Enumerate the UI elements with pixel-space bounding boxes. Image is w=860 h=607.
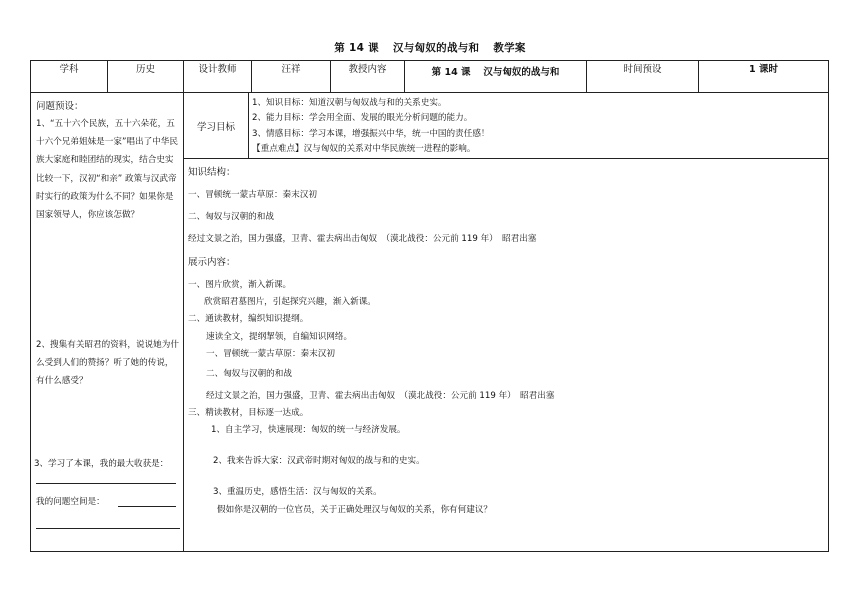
- goal-item: 2、能力目标：学会用全面、发展的眼光分析问题的能力。: [252, 113, 473, 123]
- problem-column: [31, 93, 184, 552]
- display-line: 欣赏昭君墓图片，引起探究兴趣，渐入新课。: [204, 297, 376, 307]
- time-value: 1 课时: [699, 61, 829, 93]
- display-heading: 展示内容：: [188, 257, 236, 268]
- display-line: 一、冒顿统一蒙古草原：秦末汉初: [206, 349, 335, 359]
- knowledge-line: 经过文景之治，国力强盛，卫青、霍去病出击匈奴 （漠北战役：公元前 119 年） 昭君出塞: [188, 234, 537, 244]
- lesson-plan-table: [30, 60, 829, 552]
- goal-item: 3、情感目标：学习本课，增强振兴中华，统一中国的责任感！: [252, 129, 490, 139]
- display-line: 二、通读教材，编织知识提纲。: [188, 314, 309, 324]
- knowledge-line: 一、冒顿统一蒙古草原：秦末汉初: [188, 190, 317, 200]
- question-4: 我的问题空间是：: [36, 497, 105, 507]
- title-name: 汉与匈奴的战与和: [392, 42, 480, 54]
- subject-label: 学科: [31, 61, 108, 93]
- main-column: [184, 93, 829, 552]
- designer-label: 设计教师: [184, 61, 252, 93]
- display-line: 速读全文，提纲挈领，自编知识网络。: [206, 332, 353, 342]
- answer-line: [36, 483, 176, 484]
- title-type: 教学案: [493, 42, 526, 54]
- time-label: 时间预设: [587, 61, 699, 93]
- goals-box: [248, 93, 828, 159]
- problem-heading: 问题预设：: [36, 101, 84, 112]
- content-value: 第 14 课 汉与匈奴的战与和: [405, 61, 587, 93]
- knowledge-heading: 知识结构：: [188, 167, 236, 178]
- document-title: [0, 40, 860, 55]
- question-1: 1、“五十六个民族，五十六朵花，五十六个兄弟姐妹是一家”唱出了中华民族大家庭和睦团结的现实，结合史实比较一下，汉初“和亲” 政策与汉武帝时实行的政策为什么不同？如果你是国家领导人，你应该怎做？: [36, 119, 178, 221]
- display-line: 二、匈奴与汉朝的和战: [206, 369, 292, 379]
- knowledge-line: 二、匈奴与汉朝的和战: [188, 212, 274, 222]
- display-line: 3、重温历史，感悟生活：汉与匈奴的关系。: [213, 487, 382, 497]
- display-line: 2、我来告诉大家：汉武帝时期对匈奴的战与和的史实。: [213, 456, 425, 466]
- display-line: 假如你是汉朝的一位官员，关于正确处理汉与匈奴的关系，你有何建议？: [217, 505, 493, 515]
- header-row: [31, 61, 829, 93]
- goal-item: 1、知识目标：知道汉朝与匈奴战与和的关系史实。: [252, 98, 447, 108]
- goal-key-point: 【重点难点】汉与匈奴的关系对中华民族统一进程的影响。: [252, 144, 476, 154]
- display-line: 一、图片欣赏，渐入新课。: [188, 280, 292, 290]
- display-line: 经过文景之治，国力强盛，卫青、霍去病出击匈奴 （漠北战役：公元前 119 年） 昭君出塞: [206, 391, 555, 401]
- title-lesson: 第 14 课: [334, 42, 379, 54]
- goals-label: 学习目标: [184, 93, 249, 159]
- display-line: 1、自主学习，快速展现：匈奴的统一与经济发展。: [211, 425, 406, 435]
- question-2: 2、搜集有关昭君的资料，说说她为什么受到人们的赞扬？听了她的传说，有什么感受？: [36, 340, 179, 387]
- content-label: 教授内容: [331, 61, 405, 93]
- body-row: [31, 93, 829, 552]
- display-line: 三、精读教材，目标逐一达成。: [188, 408, 309, 418]
- question-3: 3、学习了本课，我的最大收获是：: [34, 459, 169, 469]
- answer-line: [118, 506, 176, 507]
- subject-value: 历史: [108, 61, 184, 93]
- answer-line: [36, 528, 180, 529]
- designer-value: 汪祥: [252, 61, 331, 93]
